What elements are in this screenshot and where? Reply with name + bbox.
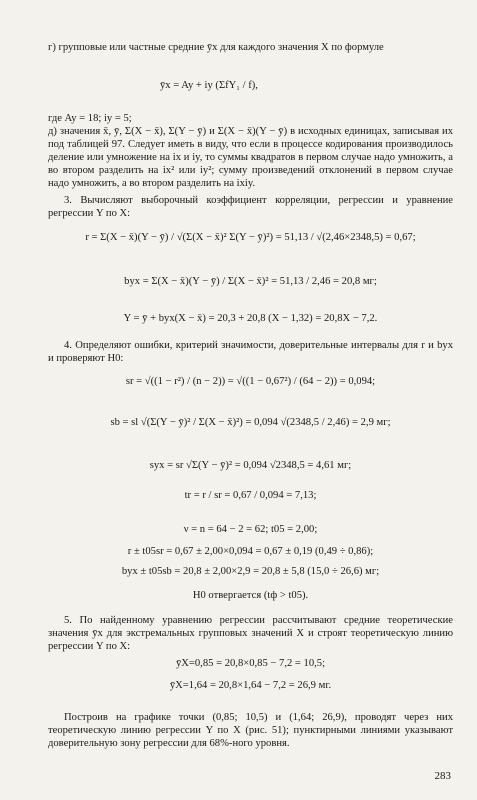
formula-y-164: ȳX=1,64 = 20,8×1,64 − 7,2 = 26,9 мг. (169, 680, 332, 691)
formula-y-085: ȳX=0,85 = 20,8×0,85 − 7,2 = 10,5; (175, 658, 326, 669)
formula-mean-y: ȳx = Ay + iy (ΣfY₁ / f), (160, 80, 258, 91)
item-d: д) значения x̄, ȳ, Σ(X − x̄), Σ(Y − ȳ) и Σ(X − x̄)(Y − ȳ) в исходных единицах, записывая их под таблицей 97. Следует иметь в виду, что если в процессе кодирования производилось деление или умножение на ix и iy, то суммы квадратов в первом случае надо умножить, а во втором разделить на ix² или iy²; сумму произведений отклонений в первом случае надо умножить, а во втором разделить на ixiy. (48, 126, 453, 189)
formula-h0: H0 отвергается (tф > t05). (192, 590, 309, 601)
formula-s-r: sr = √((1 − r²) / (n − 2)) = √((1 − 0,67²) / (64 − 2)) = 0,094; (125, 376, 376, 387)
step-5: 5. По найденному уравнению регрессии рассчитывают средние теоретические значения ȳx для экстремальных групповых значений X и строят теоретическую линию регрессии Y по X: (48, 615, 453, 652)
formula-nu: ν = n = 64 − 2 = 62; t05 = 2,00; (183, 524, 318, 535)
final-paragraph: Построив на графике точки (0,85; 10,5) и (1,64; 26,9), проводят через них теоретическую линию регрессии Y по X (рис. 51); пунктирными линиями указывают доверительную зону регрессии для 68%-ного уровня. (48, 712, 453, 749)
formula-t-r: tr = r / sr = 0,67 / 0,094 = 7,13; (184, 490, 317, 501)
formula-b-yx: byx = Σ(X − x̄)(Y − ȳ) / Σ(X − x̄)² = 51,13 / 2,46 = 20,8 мг; (124, 276, 377, 287)
formula-ci-b: byx ± t05sb = 20,8 ± 2,00×2,9 = 20,8 ± 5,8 (15,0 ÷ 26,6) мг; (121, 566, 380, 577)
formula-r: r = Σ(X − x̄)(Y − ȳ) / √(Σ(X − x̄)² Σ(Y − ȳ)²) = 51,13 / √(2,46×2348,5) = 0,67; (85, 232, 416, 243)
item-d-params: где Ay = 18; iy = 5; (48, 113, 132, 124)
page-number: 283 (434, 770, 451, 782)
step-3: 3. Вычисляют выборочный коэффициент корреляции, регрессии и уравнение регрессии Y по X: (48, 195, 453, 219)
formula-ci-r: r ± t05sr = 0,67 ± 2,00×0,094 = 0,67 ± 0,19 (0,49 ÷ 0,86); (127, 546, 374, 557)
formula-s-b: sb = sl √(Σ(Y − ȳ)² / Σ(X − x̄)²) = 0,094 √(2348,5 / 2,46) = 2,9 мг; (110, 417, 391, 428)
formula-regression: Y = ȳ + byx(X − x̄) = 20,3 + 20,8 (X − 1,32) = 20,8X − 7,2. (123, 313, 378, 324)
formula-s-yx: syx = sr √Σ(Y − ȳ)² = 0,094 √2348,5 = 4,61 мг; (149, 460, 352, 471)
step-4: 4. Определяют ошибки, критерий значимости, доверительные интервалы для r и byx и проверяют H0: (48, 340, 453, 364)
item-g: г) групповые или частные средние ȳx для каждого значения X по формуле (48, 42, 384, 53)
